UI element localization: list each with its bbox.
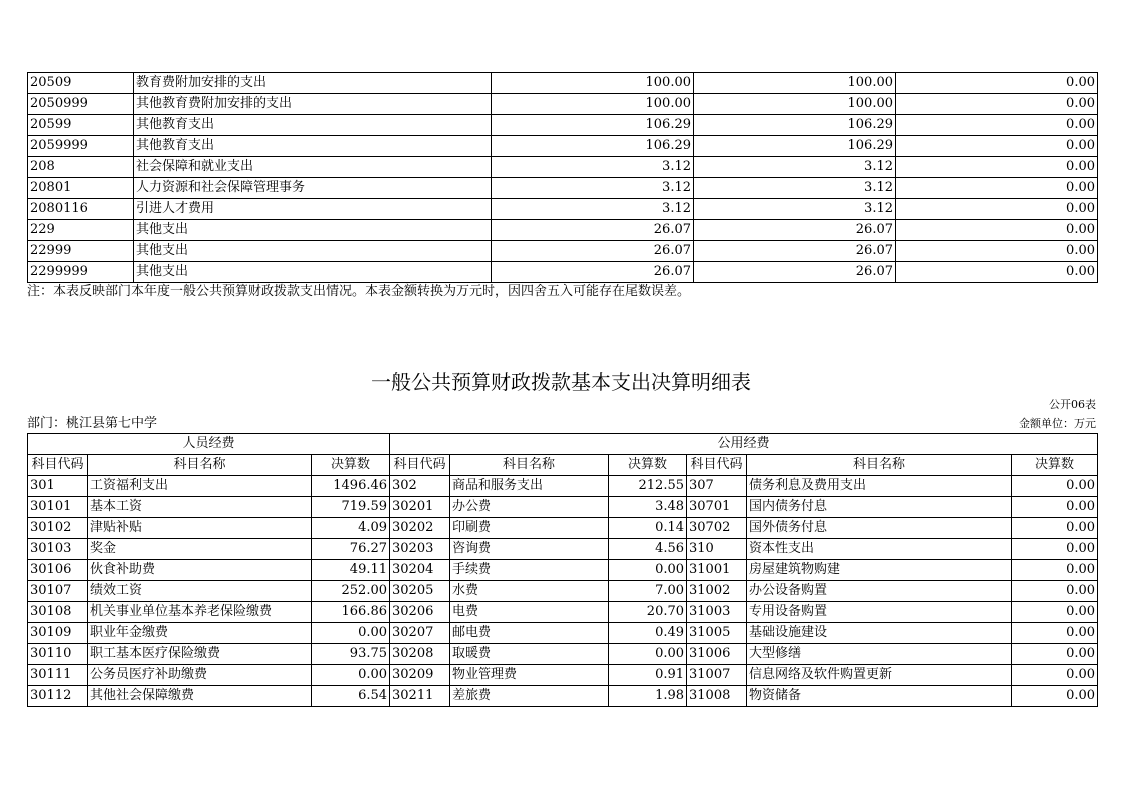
amount-cell: 0.00 <box>896 115 1098 136</box>
other-name: 资本性支出 <box>747 539 1012 560</box>
public-name: 取暖费 <box>450 644 609 665</box>
subject-name: 其他支出 <box>134 241 492 262</box>
personnel-name: 绩效工资 <box>88 581 312 602</box>
table-row <box>28 602 1098 623</box>
subject-code: 2059999 <box>28 136 134 157</box>
other-name: 办公设备购置 <box>747 581 1012 602</box>
public-name: 水费 <box>450 581 609 602</box>
table-row <box>28 73 1098 94</box>
other-code: 31003 <box>687 602 747 623</box>
amount-cell: 3.12 <box>694 178 896 199</box>
public-name: 商品和服务支出 <box>450 476 609 497</box>
table-row <box>28 94 1098 115</box>
group-header-personnel: 人员经费 <box>28 434 390 455</box>
header-amount: 决算数 <box>609 455 687 476</box>
public-amount: 0.49 <box>609 623 687 644</box>
other-code: 31005 <box>687 623 747 644</box>
amount-cell: 3.12 <box>492 157 694 178</box>
public-code: 30211 <box>390 686 450 707</box>
public-code: 302 <box>390 476 450 497</box>
personnel-name: 津贴补贴 <box>88 518 312 539</box>
personnel-code: 30110 <box>28 644 88 665</box>
personnel-amount: 1496.46 <box>312 476 390 497</box>
amount-cell: 0.00 <box>896 241 1098 262</box>
table-row <box>28 539 1098 560</box>
table-row <box>28 581 1098 602</box>
public-amount: 0.00 <box>609 560 687 581</box>
other-code: 310 <box>687 539 747 560</box>
amount-cell: 106.29 <box>694 136 896 157</box>
personnel-amount: 719.59 <box>312 497 390 518</box>
other-name: 基础设施建设 <box>747 623 1012 644</box>
amount-unit-label: 金额单位：万元 <box>1019 417 1096 430</box>
group-header-row <box>28 434 1098 455</box>
subject-code: 2050999 <box>28 94 134 115</box>
subject-code: 22999 <box>28 241 134 262</box>
subject-code: 2080116 <box>28 199 134 220</box>
subject-name: 其他教育支出 <box>134 136 492 157</box>
amount-cell: 100.00 <box>492 73 694 94</box>
other-amount: 0.00 <box>1012 518 1098 539</box>
personnel-name: 机关事业单位基本养老保险缴费 <box>88 602 312 623</box>
personnel-amount: 252.00 <box>312 581 390 602</box>
personnel-code: 30102 <box>28 518 88 539</box>
header-amount: 决算数 <box>1012 455 1098 476</box>
other-amount: 0.00 <box>1012 665 1098 686</box>
department-label: 部门：桃江县第七中学 <box>27 416 158 431</box>
personnel-amount: 0.00 <box>312 623 390 644</box>
table-row <box>28 157 1098 178</box>
header-code: 科目代码 <box>390 455 450 476</box>
header-name: 科目名称 <box>747 455 1012 476</box>
personnel-code: 301 <box>28 476 88 497</box>
amount-cell: 3.12 <box>694 199 896 220</box>
public-amount: 0.00 <box>609 644 687 665</box>
other-amount: 0.00 <box>1012 476 1098 497</box>
personnel-code: 30109 <box>28 623 88 644</box>
public-amount: 3.48 <box>609 497 687 518</box>
other-code: 31002 <box>687 581 747 602</box>
amount-cell: 100.00 <box>694 73 896 94</box>
subject-code: 20801 <box>28 178 134 199</box>
other-code: 31008 <box>687 686 747 707</box>
public-code: 30203 <box>390 539 450 560</box>
public-name: 印刷费 <box>450 518 609 539</box>
other-amount: 0.00 <box>1012 623 1098 644</box>
subject-name: 其他教育支出 <box>134 115 492 136</box>
public-code: 30201 <box>390 497 450 518</box>
public-code: 30207 <box>390 623 450 644</box>
subject-name: 其他教育费附加安排的支出 <box>134 94 492 115</box>
amount-cell: 3.12 <box>694 157 896 178</box>
public-amount: 0.14 <box>609 518 687 539</box>
public-name: 物业管理费 <box>450 665 609 686</box>
personnel-name: 基本工资 <box>88 497 312 518</box>
amount-cell: 26.07 <box>694 220 896 241</box>
amount-cell: 0.00 <box>896 199 1098 220</box>
table-row <box>28 241 1098 262</box>
personnel-name: 职业年金缴费 <box>88 623 312 644</box>
public-code: 30205 <box>390 581 450 602</box>
other-code: 31007 <box>687 665 747 686</box>
amount-cell: 3.12 <box>492 199 694 220</box>
subject-code: 20509 <box>28 73 134 94</box>
table-row <box>28 115 1098 136</box>
amount-cell: 100.00 <box>694 94 896 115</box>
amount-cell: 0.00 <box>896 94 1098 115</box>
personnel-amount: 49.11 <box>312 560 390 581</box>
amount-cell: 100.00 <box>492 94 694 115</box>
table-row <box>28 136 1098 157</box>
table-row <box>28 623 1098 644</box>
other-code: 31001 <box>687 560 747 581</box>
amount-cell: 26.07 <box>694 241 896 262</box>
other-amount: 0.00 <box>1012 644 1098 665</box>
header-code: 科目代码 <box>687 455 747 476</box>
personnel-amount: 93.75 <box>312 644 390 665</box>
other-name: 国外债务付息 <box>747 518 1012 539</box>
personnel-code: 30101 <box>28 497 88 518</box>
public-code: 30209 <box>390 665 450 686</box>
personnel-code: 30103 <box>28 539 88 560</box>
table-row <box>28 497 1098 518</box>
public-amount: 0.91 <box>609 665 687 686</box>
table-row <box>28 560 1098 581</box>
personnel-name: 工资福利支出 <box>88 476 312 497</box>
subject-code: 229 <box>28 220 134 241</box>
public-name: 手续费 <box>450 560 609 581</box>
personnel-code: 30107 <box>28 581 88 602</box>
other-name: 债务利息及费用支出 <box>747 476 1012 497</box>
other-amount: 0.00 <box>1012 497 1098 518</box>
personnel-code: 30106 <box>28 560 88 581</box>
public-name: 办公费 <box>450 497 609 518</box>
public-name: 邮电费 <box>450 623 609 644</box>
subject-name: 社会保障和就业支出 <box>134 157 492 178</box>
subject-name: 人力资源和社会保障管理事务 <box>134 178 492 199</box>
personnel-name: 职工基本医疗保险缴费 <box>88 644 312 665</box>
table-code: 公开06表 <box>1049 398 1096 411</box>
amount-cell: 0.00 <box>896 220 1098 241</box>
amount-cell: 0.00 <box>896 157 1098 178</box>
other-name: 专用设备购置 <box>747 602 1012 623</box>
other-name: 物资储备 <box>747 686 1012 707</box>
table-row <box>28 220 1098 241</box>
other-name: 大型修缮 <box>747 644 1012 665</box>
other-amount: 0.00 <box>1012 686 1098 707</box>
other-amount: 0.00 <box>1012 581 1098 602</box>
header-amount: 决算数 <box>312 455 390 476</box>
subject-code: 20599 <box>28 115 134 136</box>
table-row <box>28 686 1098 707</box>
subject-name: 教育费附加安排的支出 <box>134 73 492 94</box>
amount-cell: 26.07 <box>492 220 694 241</box>
amount-cell: 0.00 <box>896 73 1098 94</box>
subject-code: 208 <box>28 157 134 178</box>
table-row <box>28 476 1098 497</box>
column-header-row <box>28 455 1098 476</box>
public-amount: 20.70 <box>609 602 687 623</box>
table-row <box>28 178 1098 199</box>
subject-name: 引进人才费用 <box>134 199 492 220</box>
public-name: 咨询费 <box>450 539 609 560</box>
personnel-name: 其他社会保障缴费 <box>88 686 312 707</box>
personnel-name: 公务员医疗补助缴费 <box>88 665 312 686</box>
personnel-code: 30112 <box>28 686 88 707</box>
personnel-amount: 6.54 <box>312 686 390 707</box>
public-name: 差旅费 <box>450 686 609 707</box>
amount-cell: 0.00 <box>896 136 1098 157</box>
header-name: 科目名称 <box>88 455 312 476</box>
table-row <box>28 665 1098 686</box>
table-row <box>28 199 1098 220</box>
public-amount: 212.55 <box>609 476 687 497</box>
amount-cell: 106.29 <box>492 115 694 136</box>
amount-cell: 26.07 <box>694 262 896 283</box>
public-amount: 7.00 <box>609 581 687 602</box>
other-name: 信息网络及软件购置更新 <box>747 665 1012 686</box>
top-table-body <box>28 73 1098 283</box>
personnel-code: 30111 <box>28 665 88 686</box>
header-code: 科目代码 <box>28 455 88 476</box>
public-amount: 4.56 <box>609 539 687 560</box>
other-amount: 0.00 <box>1012 560 1098 581</box>
table-row <box>28 518 1098 539</box>
other-amount: 0.00 <box>1012 602 1098 623</box>
subject-name: 其他支出 <box>134 262 492 283</box>
amount-cell: 106.29 <box>694 115 896 136</box>
public-amount: 1.98 <box>609 686 687 707</box>
amount-cell: 106.29 <box>492 136 694 157</box>
group-header-public: 公用经费 <box>390 434 1098 455</box>
personnel-amount: 4.09 <box>312 518 390 539</box>
subject-code: 2299999 <box>28 262 134 283</box>
public-code: 30206 <box>390 602 450 623</box>
basic-expenditure-detail-table <box>27 433 1098 707</box>
amount-cell: 26.07 <box>492 262 694 283</box>
page-title: 一般公共预算财政拨款基本支出决算明细表 <box>371 370 751 394</box>
top-expenditure-table <box>27 72 1098 283</box>
table-row <box>28 262 1098 283</box>
other-code: 307 <box>687 476 747 497</box>
other-code: 31006 <box>687 644 747 665</box>
bottom-table-body <box>28 476 1098 707</box>
other-code: 30702 <box>687 518 747 539</box>
amount-cell: 0.00 <box>896 262 1098 283</box>
table-row <box>28 644 1098 665</box>
header-name: 科目名称 <box>450 455 609 476</box>
other-name: 国内债务付息 <box>747 497 1012 518</box>
public-code: 30208 <box>390 644 450 665</box>
public-code: 30202 <box>390 518 450 539</box>
table-note: 注：本表反映部门本年度一般公共预算财政拨款支出情况。本表金额转换为万元时，因四舍五入可能存在尾数误差。 <box>27 284 691 299</box>
amount-cell: 26.07 <box>492 241 694 262</box>
other-amount: 0.00 <box>1012 539 1098 560</box>
other-name: 房屋建筑物购建 <box>747 560 1012 581</box>
subject-name: 其他支出 <box>134 220 492 241</box>
public-code: 30204 <box>390 560 450 581</box>
amount-cell: 0.00 <box>896 178 1098 199</box>
amount-cell: 3.12 <box>492 178 694 199</box>
public-name: 电费 <box>450 602 609 623</box>
personnel-amount: 0.00 <box>312 665 390 686</box>
personnel-name: 奖金 <box>88 539 312 560</box>
personnel-name: 伙食补助费 <box>88 560 312 581</box>
personnel-code: 30108 <box>28 602 88 623</box>
other-code: 30701 <box>687 497 747 518</box>
personnel-amount: 166.86 <box>312 602 390 623</box>
personnel-amount: 76.27 <box>312 539 390 560</box>
